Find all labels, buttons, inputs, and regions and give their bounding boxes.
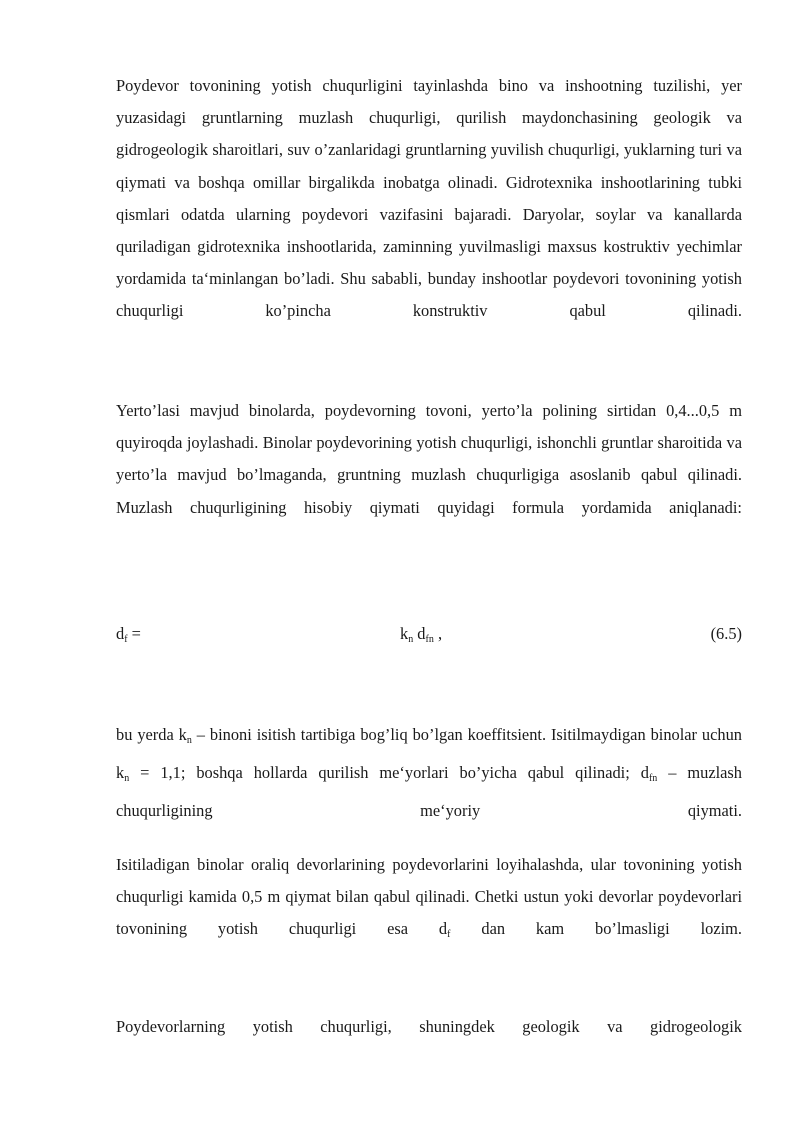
paragraph-5: Poydevorlarning yotish chuqurligi, shuningdek geologik va gidrogeologik bbox=[116, 1017, 742, 1036]
paragraph-2: Yerto’lasi mavjud binolarda, poydevorning tovoni, yerto’la polining sirtidan 0,4...0,5 m quyiroqda joylashadi. Binolar poydevorining yotish chuqurligi, ishonchli gruntlar sharoitida va yerto’la mavjud bo’lmaganda, gruntning muzlash chuqurligiga asoslanib qabul qilinadi. Muzlash chuqurligining hisobiy qiymati quyidagi formula yordamida aniqlanadi: bbox=[116, 401, 742, 517]
formula-lhs: $d_f$ = bbox=[116, 624, 141, 645]
paragraph-3: bu yerda $k_n$ – binoni isitish tartibiga bog’liq bo’lgan koeffitsient. Isitilmaydigan binolar uchun $k_n = 1,1$; boshqa hollarda qurilish me‘yorlari bo’yicha qabul qilinadi; $d_{fn}$ – muzlash chuqurligining me‘yoriy qiymati. bbox=[116, 725, 742, 821]
formula-6-5 bbox=[116, 624, 742, 654]
formula-rhs: $k_n$ $d_{fn}$ , bbox=[400, 624, 443, 645]
paragraph-1: Poydevor tovonining yotish chuqurligini tayinlashda bino va inshootning tuzilishi, yer yuzasidagi gruntlarning muzlash chuqurligi, qurilish maydonchasining geologik va gidrogeologik sharoitlari, suv o’zanlaridagi gruntlarning yuvilish chuqurligi, yuklarning turi va qiymati va boshqa omillar birgalikda inobatga olinadi. Gidrotexnika inshootlarining tubki qismlari odatda ularning poydevori vazifasini bajaradi. Daryolar, soylar va kanallarda quriladigan gidrotexnika inshootlarida, zaminning yuvilmasligi maxsus kostruktiv yechimlar yordamida ta‘minlangan bo’ladi. Shu sababli, bunday inshootlar poydevori tovonining yotish chuqurligi ko’pincha konstruktiv qabul qilinadi. bbox=[116, 76, 742, 321]
paragraph-4: Isitiladigan binolar oraliq devorlarining poydevorlarini loyihalashda, ular tovonining yotish chuqurligi kamida 0,5 m qiymat bilan qabul qilinadi. Chetki ustun yoki devorlar poydevorlari tovonining yotish chuqurligi esa $d_f$ dan kam bo’lmasligi lozim. bbox=[116, 855, 742, 941]
formula-number: (6.5) bbox=[710, 624, 742, 643]
